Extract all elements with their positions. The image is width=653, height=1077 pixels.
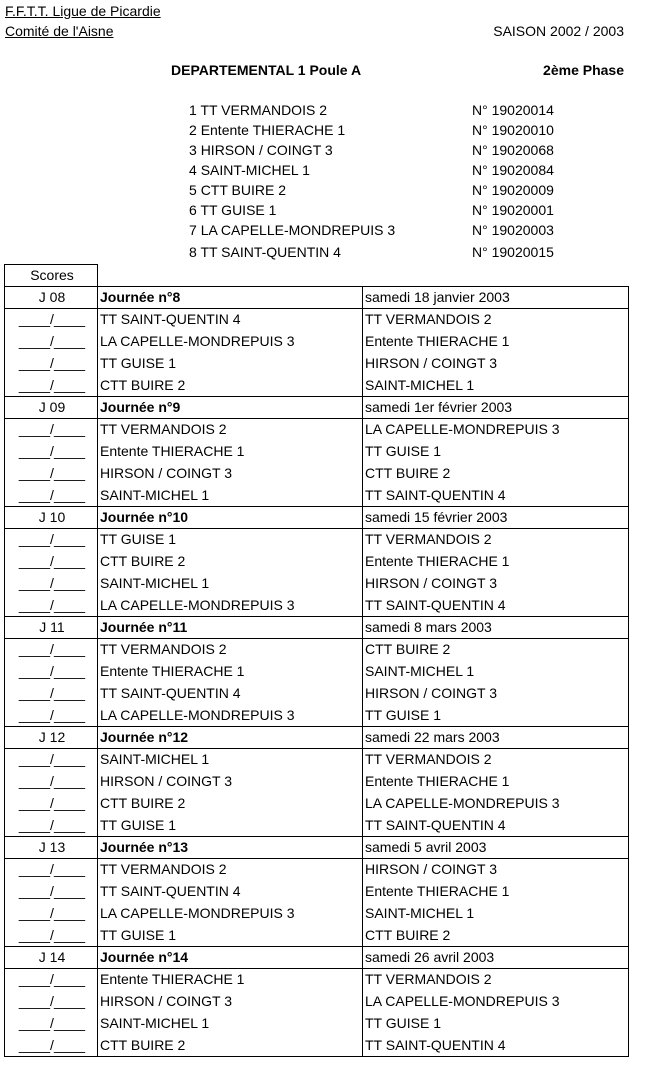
away-team: LA CAPELLE-MONDREPUIS 3 — [363, 419, 629, 441]
score-field[interactable]: ____/____ — [5, 771, 98, 793]
away-team: TT GUISE 1 — [363, 441, 629, 463]
away-team: CTT BUIRE 2 — [363, 925, 629, 947]
round-code: J 08 — [5, 287, 98, 309]
match-row — [5, 969, 629, 991]
match-row — [5, 925, 629, 947]
score-field[interactable]: ____/____ — [5, 639, 98, 661]
round-date: samedi 26 avril 2003 — [363, 947, 629, 969]
team-rank: 5 — [189, 182, 197, 198]
round-date: samedi 1er février 2003 — [363, 397, 629, 419]
round-title: Journée n°11 — [98, 617, 363, 639]
team-entry — [189, 182, 286, 198]
home-team: Entente THIERACHE 1 — [98, 661, 363, 683]
score-field[interactable]: ____/____ — [5, 881, 98, 903]
score-field[interactable]: ____/____ — [5, 1035, 98, 1057]
away-team: SAINT-MICHEL 1 — [363, 903, 629, 925]
round-code: J 10 — [5, 507, 98, 529]
match-row — [5, 375, 629, 397]
home-team: LA CAPELLE-MONDREPUIS 3 — [98, 903, 363, 925]
team-name: CTT BUIRE 2 — [200, 182, 286, 198]
score-field[interactable]: ____/____ — [5, 683, 98, 705]
score-field[interactable]: ____/____ — [5, 859, 98, 881]
score-field[interactable]: ____/____ — [5, 661, 98, 683]
away-team: Entente THIERACHE 1 — [363, 881, 629, 903]
team-name: SAINT-MICHEL 1 — [200, 162, 310, 178]
round-title: Journée n°12 — [98, 727, 363, 749]
away-team: TT VERMANDOIS 2 — [363, 309, 629, 331]
away-team: TT GUISE 1 — [363, 1013, 629, 1035]
away-team: TT SAINT-QUENTIN 4 — [363, 815, 629, 837]
team-registration-number: N° 19020015 — [472, 244, 554, 260]
round-title: Journée n°14 — [98, 947, 363, 969]
round-title: Journée n°9 — [98, 397, 363, 419]
round-date: samedi 15 février 2003 — [363, 507, 629, 529]
round-header-row — [5, 727, 629, 749]
team-entry — [189, 142, 333, 158]
score-field[interactable]: ____/____ — [5, 595, 98, 617]
score-field[interactable]: ____/____ — [5, 485, 98, 507]
match-row — [5, 859, 629, 881]
score-field[interactable]: ____/____ — [5, 375, 98, 397]
home-team: TT SAINT-QUENTIN 4 — [98, 881, 363, 903]
match-row — [5, 683, 629, 705]
team-entry — [189, 122, 345, 138]
score-field[interactable]: ____/____ — [5, 441, 98, 463]
division-title: DEPARTEMENTAL 1 Poule A — [171, 62, 362, 78]
match-row — [5, 551, 629, 573]
match-row — [5, 573, 629, 595]
match-row — [5, 771, 629, 793]
away-team: TT SAINT-QUENTIN 4 — [363, 1035, 629, 1057]
score-field[interactable]: ____/____ — [5, 573, 98, 595]
match-row — [5, 793, 629, 815]
away-team: SAINT-MICHEL 1 — [363, 661, 629, 683]
match-row — [5, 991, 629, 1013]
match-row — [5, 485, 629, 507]
round-code: J 12 — [5, 727, 98, 749]
match-row — [5, 749, 629, 771]
home-team: CTT BUIRE 2 — [98, 375, 363, 397]
team-name: TT SAINT-QUENTIN 4 — [200, 244, 341, 260]
team-name: HIRSON / COINGT 3 — [200, 142, 333, 158]
team-name: LA CAPELLE-MONDREPUIS 3 — [200, 222, 396, 238]
committee-name: Comité de l'Aisne — [5, 23, 114, 39]
home-team: HIRSON / COINGT 3 — [98, 771, 363, 793]
score-field[interactable]: ____/____ — [5, 331, 98, 353]
home-team: CTT BUIRE 2 — [98, 551, 363, 573]
home-team: SAINT-MICHEL 1 — [98, 1013, 363, 1035]
team-rank: 1 — [189, 102, 197, 118]
score-field[interactable]: ____/____ — [5, 309, 98, 331]
away-team: TT SAINT-QUENTIN 4 — [363, 485, 629, 507]
match-row — [5, 309, 629, 331]
round-header-row — [5, 617, 629, 639]
team-entry — [189, 244, 341, 260]
team-entry — [189, 162, 310, 178]
home-team: LA CAPELLE-MONDREPUIS 3 — [98, 705, 363, 727]
home-team: LA CAPELLE-MONDREPUIS 3 — [98, 595, 363, 617]
round-title: Journée n°10 — [98, 507, 363, 529]
match-row — [5, 463, 629, 485]
team-registration-number: N° 19020003 — [472, 222, 554, 238]
round-code: J 14 — [5, 947, 98, 969]
away-team: TT SAINT-QUENTIN 4 — [363, 595, 629, 617]
score-field[interactable]: ____/____ — [5, 749, 98, 771]
home-team: Entente THIERACHE 1 — [98, 441, 363, 463]
team-registration-number: N° 19020014 — [472, 102, 554, 118]
team-rank: 3 — [189, 142, 197, 158]
home-team: TT SAINT-QUENTIN 4 — [98, 309, 363, 331]
score-field[interactable]: ____/____ — [5, 529, 98, 551]
score-field[interactable]: ____/____ — [5, 463, 98, 485]
federation-name: F.F.T.T. Ligue de Picardie — [5, 3, 161, 19]
away-team: CTT BUIRE 2 — [363, 463, 629, 485]
away-team: HIRSON / COINGT 3 — [363, 353, 629, 375]
score-field[interactable]: ____/____ — [5, 705, 98, 727]
phase-label: 2ème Phase — [543, 62, 624, 78]
match-row — [5, 815, 629, 837]
match-row — [5, 331, 629, 353]
home-team: HIRSON / COINGT 3 — [98, 463, 363, 485]
home-team: TT SAINT-QUENTIN 4 — [98, 683, 363, 705]
score-field[interactable]: ____/____ — [5, 925, 98, 947]
score-field[interactable]: ____/____ — [5, 551, 98, 573]
away-team: TT VERMANDOIS 2 — [363, 969, 629, 991]
round-date: samedi 5 avril 2003 — [363, 837, 629, 859]
match-row — [5, 661, 629, 683]
home-team: CTT BUIRE 2 — [98, 793, 363, 815]
team-registration-number: N° 19020001 — [472, 202, 554, 218]
home-team: TT GUISE 1 — [98, 925, 363, 947]
team-rank: 7 — [189, 222, 197, 238]
schedule-table — [4, 264, 629, 1057]
team-entry — [189, 102, 327, 118]
match-row — [5, 595, 629, 617]
away-team: Entente THIERACHE 1 — [363, 331, 629, 353]
away-team: CTT BUIRE 2 — [363, 639, 629, 661]
match-row — [5, 881, 629, 903]
team-name: TT VERMANDOIS 2 — [200, 102, 327, 118]
round-title: Journée n°8 — [98, 287, 363, 309]
home-team: TT GUISE 1 — [98, 353, 363, 375]
team-name: Entente THIERACHE 1 — [200, 122, 346, 138]
home-team: TT VERMANDOIS 2 — [98, 859, 363, 881]
away-team: HIRSON / COINGT 3 — [363, 573, 629, 595]
away-team: TT VERMANDOIS 2 — [363, 529, 629, 551]
match-row — [5, 353, 629, 375]
score-field[interactable]: ____/____ — [5, 1013, 98, 1035]
round-header-row — [5, 507, 629, 529]
home-team: TT VERMANDOIS 2 — [98, 419, 363, 441]
team-registration-number: N° 19020068 — [472, 142, 554, 158]
away-team: TT GUISE 1 — [363, 705, 629, 727]
away-team: TT VERMANDOIS 2 — [363, 749, 629, 771]
score-field[interactable]: ____/____ — [5, 815, 98, 837]
home-team: TT GUISE 1 — [98, 529, 363, 551]
season-label: SAISON 2002 / 2003 — [493, 23, 624, 39]
scores-column-header: Scores — [5, 265, 98, 287]
home-team: TT GUISE 1 — [98, 815, 363, 837]
team-entry — [189, 202, 276, 218]
round-header-row — [5, 947, 629, 969]
team-rank: 2 — [189, 122, 197, 138]
away-team: SAINT-MICHEL 1 — [363, 375, 629, 397]
score-field[interactable]: ____/____ — [5, 419, 98, 441]
match-row — [5, 1013, 629, 1035]
round-date: samedi 22 mars 2003 — [363, 727, 629, 749]
round-date: samedi 8 mars 2003 — [363, 617, 629, 639]
team-rank: 8 — [189, 244, 197, 260]
home-team: SAINT-MICHEL 1 — [98, 749, 363, 771]
round-code: J 13 — [5, 837, 98, 859]
round-code: J 09 — [5, 397, 98, 419]
round-code: J 11 — [5, 617, 98, 639]
home-team: LA CAPELLE-MONDREPUIS 3 — [98, 331, 363, 353]
round-date: samedi 18 janvier 2003 — [363, 287, 629, 309]
match-row — [5, 419, 629, 441]
match-row — [5, 441, 629, 463]
away-team: HIRSON / COINGT 3 — [363, 683, 629, 705]
away-team: LA CAPELLE-MONDREPUIS 3 — [363, 991, 629, 1013]
away-team: Entente THIERACHE 1 — [363, 771, 629, 793]
team-rank: 4 — [189, 162, 197, 178]
match-row — [5, 903, 629, 925]
home-team: HIRSON / COINGT 3 — [98, 991, 363, 1013]
team-registration-number: N° 19020009 — [472, 182, 554, 198]
away-team: HIRSON / COINGT 3 — [363, 859, 629, 881]
team-registration-number: N° 19020010 — [472, 122, 554, 138]
match-row — [5, 1035, 629, 1057]
away-team: Entente THIERACHE 1 — [363, 551, 629, 573]
round-header-row — [5, 397, 629, 419]
home-team: CTT BUIRE 2 — [98, 1035, 363, 1057]
home-team: TT VERMANDOIS 2 — [98, 639, 363, 661]
team-rank: 6 — [189, 202, 197, 218]
score-field[interactable]: ____/____ — [5, 903, 98, 925]
match-row — [5, 529, 629, 551]
home-team: SAINT-MICHEL 1 — [98, 485, 363, 507]
team-registration-number: N° 19020084 — [472, 162, 554, 178]
team-entry — [189, 222, 395, 238]
home-team: Entente THIERACHE 1 — [98, 969, 363, 991]
match-row — [5, 639, 629, 661]
score-field[interactable]: ____/____ — [5, 353, 98, 375]
team-name: TT GUISE 1 — [200, 202, 277, 218]
score-field[interactable]: ____/____ — [5, 793, 98, 815]
home-team: SAINT-MICHEL 1 — [98, 573, 363, 595]
round-title: Journée n°13 — [98, 837, 363, 859]
round-header-row — [5, 287, 629, 309]
score-field[interactable]: ____/____ — [5, 991, 98, 1013]
round-header-row — [5, 837, 629, 859]
away-team: LA CAPELLE-MONDREPUIS 3 — [363, 793, 629, 815]
score-field[interactable]: ____/____ — [5, 969, 98, 991]
match-row — [5, 705, 629, 727]
